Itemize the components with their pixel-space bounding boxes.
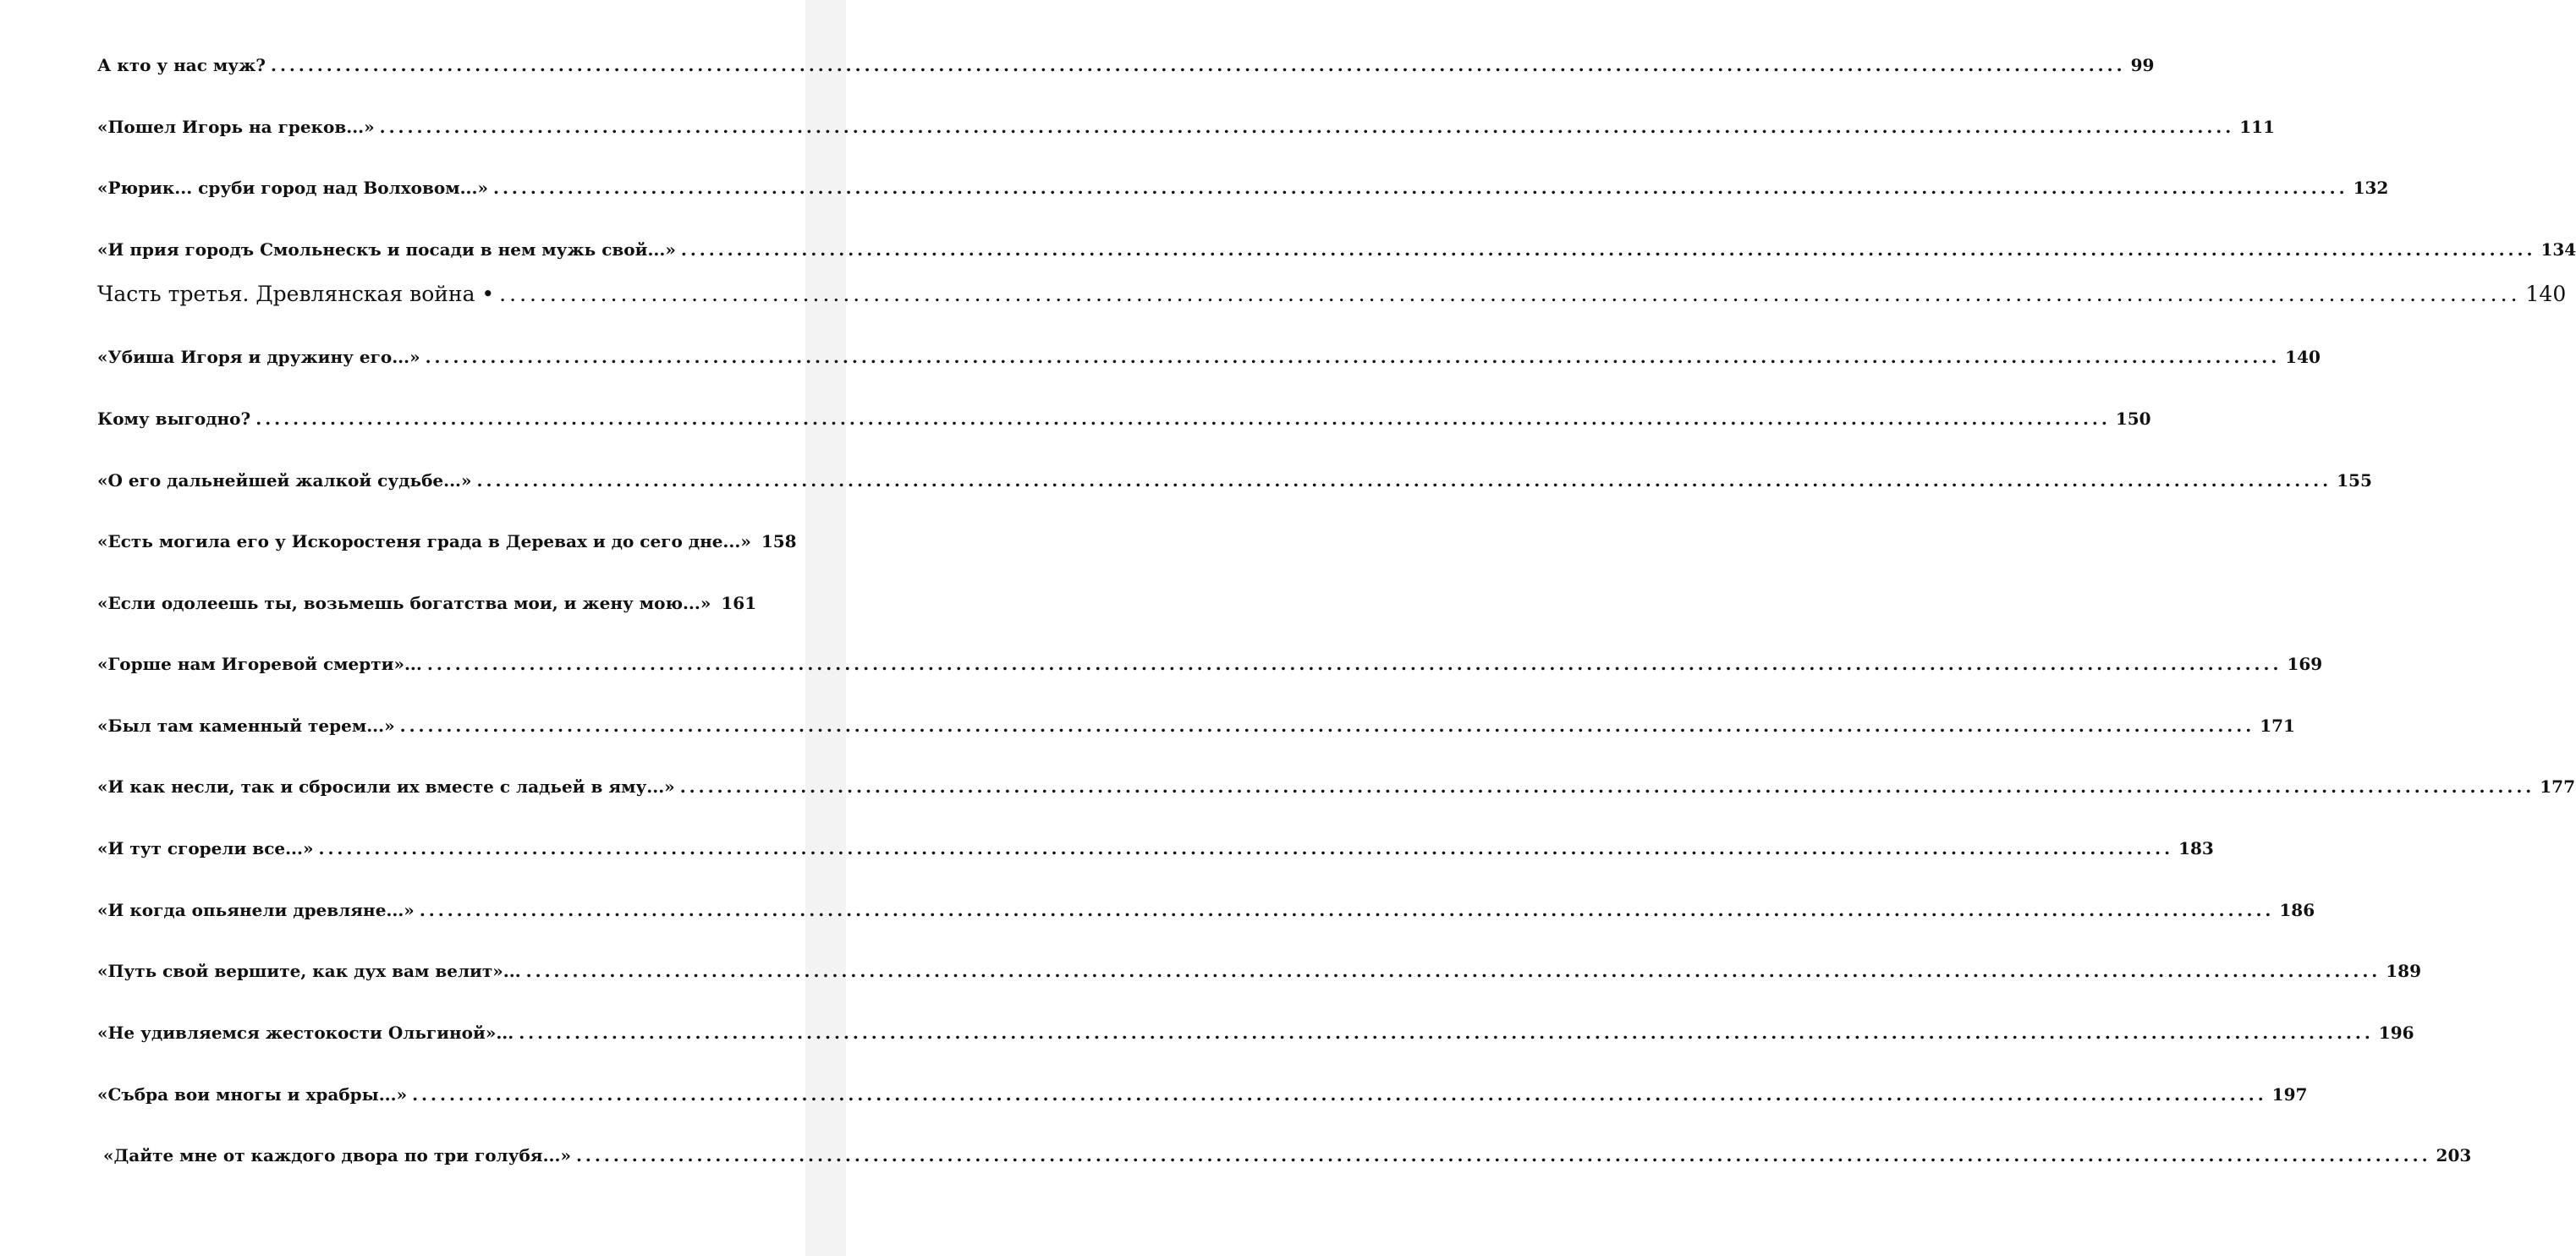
toc-entry-page: 158 <box>761 531 797 551</box>
toc-entry-page: 155 <box>2337 470 2372 491</box>
toc-entry <box>97 177 2389 199</box>
toc-entry-page: 196 <box>2378 1023 2414 1043</box>
toc-part-page: 140 <box>2525 282 2567 306</box>
toc-entry-page: 132 <box>2353 178 2389 198</box>
toc-entry <box>97 408 2151 430</box>
toc-entry-page: 177 <box>2540 776 2576 797</box>
leader-dots: ........................................................................................................................................................................................................ <box>575 1145 2431 1166</box>
toc-part-heading <box>97 282 2567 307</box>
toc-entry-page: 150 <box>2115 409 2151 429</box>
toc-entry-title: «И прия городъ Смольнескъ и посади в нем мужь свой...» <box>97 239 676 260</box>
leader-dots: ........................................................................................................................................................................................................ <box>499 282 2521 306</box>
toc-entry-title: «И тут сгорели все...» <box>97 838 314 858</box>
toc-entry-page: 197 <box>2271 1084 2308 1105</box>
leader-dots: ........................................................................................................................................................................................................ <box>492 178 2348 198</box>
toc-entry-page: 169 <box>2287 654 2323 674</box>
leader-dots: ........................................................................................................................................................................................................ <box>318 838 2174 858</box>
toc-entry <box>97 530 797 552</box>
leader-dots: ........................................................................................................................................................................................................ <box>679 776 2535 797</box>
toc-entry <box>97 239 2576 261</box>
toc-entry <box>97 1083 2308 1105</box>
toc-entry <box>103 1144 2472 1166</box>
toc-entry-title: «О его дальнейшей жалкой судьбе...» <box>97 470 472 491</box>
leader-dots: ........................................................................................................................................................................................................ <box>412 1084 2267 1105</box>
toc-entry-title: «Дайте мне от каждого двора по три голубя...» <box>103 1145 571 1166</box>
leader-dots: ........................................................................................................................................................................................................ <box>680 239 2536 260</box>
toc-entry-title: А кто у нас муж? <box>97 55 266 75</box>
leader-dots: ........................................................................................................................................................................................................ <box>519 1023 2374 1043</box>
toc-entry-title: Кому выгодно? <box>97 409 251 429</box>
toc-entry-title: «Если одолеешь ты, возьмешь богатства мои, и жену мою...» <box>97 593 711 613</box>
toc-entry-title: «Пошел Игорь на греков...» <box>97 117 375 137</box>
leader-dots: ........................................................................................................................................................................................................ <box>426 654 2282 674</box>
leader-dots: ........................................................................................................................................................................................................ <box>255 409 2111 429</box>
toc-entry-title: «Горше нам Игоревой смерти»... <box>97 654 422 674</box>
toc-entry-page: 99 <box>2130 55 2155 75</box>
toc-entry <box>97 116 2275 138</box>
toc-entry-page: 189 <box>2386 961 2421 981</box>
toc-entry-title: «Рюрик... сруби город над Волховом...» <box>97 178 488 198</box>
leader-dots: ........................................................................................................................................................................................................ <box>419 900 2275 920</box>
toc-part-title: Часть третья. Древлянская война • <box>97 282 495 306</box>
toc-entry-title: «Не удивляемся жестокости Ольгиной»... <box>97 1023 514 1043</box>
toc-entry-page: 111 <box>2239 117 2275 137</box>
toc-entry <box>97 960 2421 982</box>
leader-dots: ........................................................................................................................................................................................................ <box>399 716 2255 736</box>
toc-entry-page: 186 <box>2279 900 2315 920</box>
leader-dots: ........................................................................................................................................................................................................ <box>270 55 2126 75</box>
toc-entry <box>97 837 2214 859</box>
leader-dots: ........................................................................................................................................................................................................ <box>525 961 2381 981</box>
toc-entry <box>97 1022 2414 1044</box>
toc-entry-title: «Есть могила его у Искоростеня града в Деревах и до сего дне...» <box>97 531 751 551</box>
toc-entry-title: «И когда опьянели древляне...» <box>97 900 415 920</box>
toc-entry-page: 140 <box>2285 347 2321 367</box>
toc-entry-title: «Събра вои многы и храбры...» <box>97 1084 408 1105</box>
toc-entry <box>97 715 2295 737</box>
toc-entry-title: «И как несли, так и сбросили их вместе с ладьей в яму...» <box>97 776 675 797</box>
toc-entry <box>97 899 2315 921</box>
toc-entry-page: 203 <box>2436 1145 2472 1166</box>
toc-entry <box>97 346 2321 368</box>
toc-entry-page: 134 <box>2540 239 2576 260</box>
toc-entry <box>97 54 2155 76</box>
leader-dots: ........................................................................................................................................................................................................ <box>379 117 2235 137</box>
toc-entry-title: «Путь свой вершите, как дух вам велит»... <box>97 961 521 981</box>
toc-entry <box>97 653 2323 675</box>
toc-entry-page: 171 <box>2260 716 2295 736</box>
toc-entry <box>97 469 2372 491</box>
leader-dots: ........................................................................................................................................................................................................ <box>425 347 2281 367</box>
leader-dots: ........................................................................................................................................................................................................ <box>476 470 2332 491</box>
toc-entry-title: «Убиша Игоря и дружину его...» <box>97 347 420 367</box>
toc-entry <box>97 592 757 614</box>
toc-entry-page: 183 <box>2178 838 2214 858</box>
toc-entry-title: «Был там каменный терем...» <box>97 716 395 736</box>
toc-entry-page: 161 <box>721 593 757 613</box>
toc-entry <box>97 776 2576 798</box>
